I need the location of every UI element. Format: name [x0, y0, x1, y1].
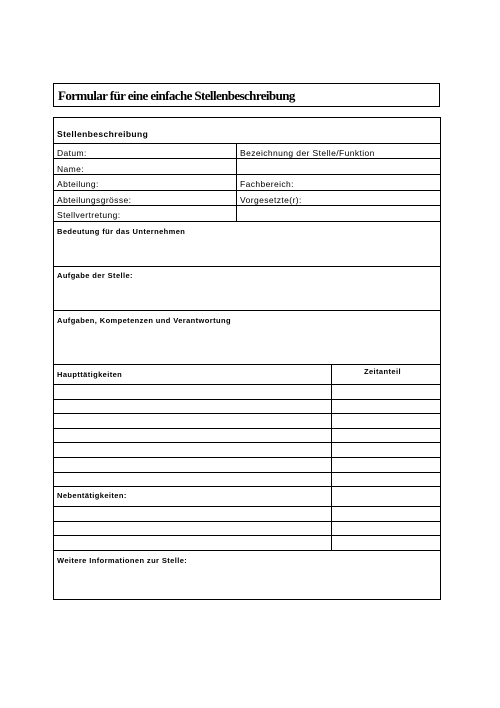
rule [54, 506, 440, 507]
column-divider [236, 143, 237, 221]
field-abteilungsgroesse: Abteilungsgrösse: [57, 195, 132, 205]
section-kompetenzen: Aufgaben, Kompetenzen und Verantwortung [57, 316, 231, 325]
column-divider [331, 364, 332, 550]
rule [54, 266, 440, 267]
field-vorgesetzte: Vorgesetzte(r): [240, 195, 302, 205]
section-aufgabe: Aufgabe der Stelle: [57, 271, 133, 280]
section-weitere: Weitere Informationen zur Stelle: [57, 556, 188, 565]
rule [54, 413, 440, 414]
column-zeitanteil: Zeitanteil [364, 367, 401, 376]
field-bezeichnung: Bezeichnung der Stelle/Funktion [240, 148, 375, 158]
field-name: Name: [57, 164, 85, 174]
job-description-form [53, 117, 441, 600]
rule [54, 174, 440, 175]
rule [54, 550, 440, 551]
rule [54, 310, 440, 311]
rule [54, 457, 440, 458]
field-datum: Datum: [57, 148, 87, 158]
rule [54, 221, 440, 222]
field-abteilung: Abteilung: [57, 179, 99, 189]
rule [54, 442, 440, 443]
rule [54, 486, 440, 487]
document-title: Formular für eine einfache Stellenbeschreibung [58, 88, 295, 103]
rule [54, 399, 440, 400]
title-box [53, 83, 440, 107]
rule [54, 158, 440, 159]
form-header: Stellenbeschreibung [57, 129, 149, 139]
rule [54, 428, 440, 429]
section-nebentaetigkeiten: Nebentätigkeiten: [57, 491, 127, 500]
rule [54, 472, 440, 473]
rule [54, 190, 440, 191]
rule [54, 535, 440, 536]
section-bedeutung: Bedeutung für das Unternehmen [57, 227, 186, 236]
rule [54, 205, 440, 206]
rule [54, 521, 440, 522]
section-haupttaetigkeiten: Haupttätigkeiten [57, 370, 123, 379]
rule [54, 384, 440, 385]
field-fachbereich: Fachbereich: [240, 179, 294, 189]
rule [54, 364, 440, 365]
field-stellvertretung: Stellvertretung: [57, 210, 121, 220]
rule [54, 143, 440, 144]
